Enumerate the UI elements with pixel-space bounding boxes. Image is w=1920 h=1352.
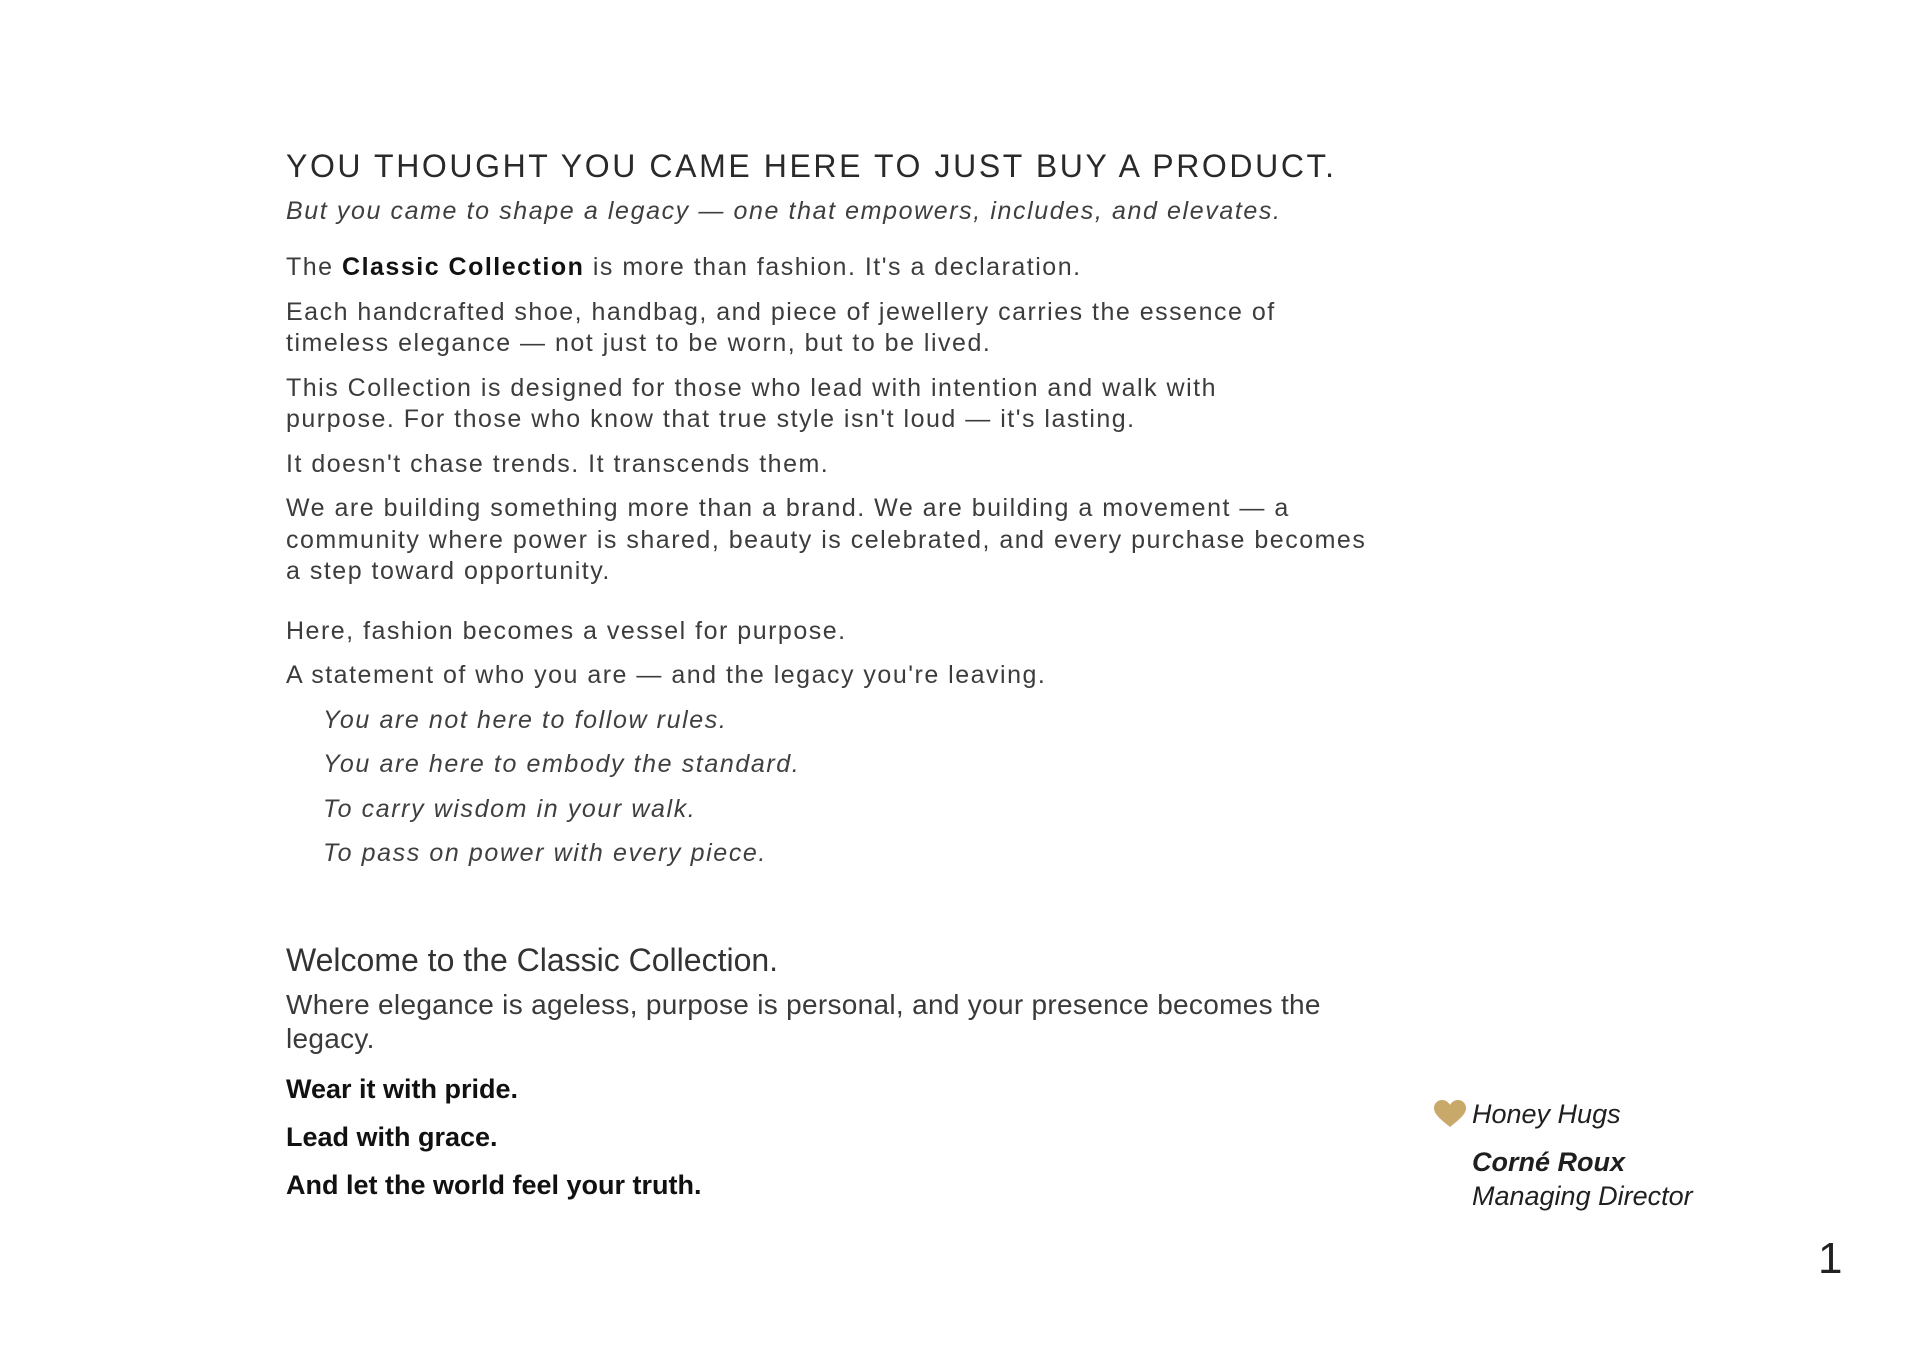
paragraph: A statement of who you are — and the legacy you're leaving. — [286, 661, 1047, 689]
closing-line: Wear it with pride. — [286, 1074, 519, 1104]
signatory-role: Managing Director — [1472, 1181, 1693, 1211]
heart-icon — [1434, 1100, 1466, 1128]
intro-bold: Classic Collection — [342, 253, 585, 281]
closing-line: And let the world feel your truth. — [286, 1170, 702, 1200]
signature-block — [1434, 1096, 1693, 1213]
intro-suffix: is more than fashion. It's a declaration. — [584, 253, 1082, 281]
welcome-text: Where elegance is ageless, purpose is personal, and your presence becomes the legacy. — [286, 989, 1321, 1054]
paragraph: It doesn't chase trends. It transcends them. — [286, 449, 830, 478]
italic-line: You are not here to follow rules. — [323, 705, 728, 734]
page-subheading: But you came to shape a legacy — one that empowers, includes, and elevates. — [286, 197, 1282, 225]
paragraph: Each handcrafted shoe, handbag, and piece of jewellery carries the essence of timeless elegance — not just to be worn, but to be lived. — [286, 297, 1276, 357]
paragraph: This Collection is designed for those who lead with intention and walk with purpose. For those who know that true style isn't loud — it's lasting. — [286, 373, 1218, 433]
italic-line: To pass on power with every piece. — [323, 839, 767, 867]
brand-name: Honey Hugs — [1472, 1098, 1621, 1129]
italic-line: To carry wisdom in your walk. — [323, 794, 697, 823]
paragraph: Here, fashion becomes a vessel for purpose. — [286, 616, 847, 645]
paragraph: We are building something more than a brand. We are building a movement — a community where power is shared, beauty is celebrated, and every purchase becomes a step toward opportunity. — [286, 494, 1367, 585]
welcome-section — [286, 940, 1406, 1202]
letter-body — [286, 146, 1406, 870]
signatory-name: Corné Roux — [1472, 1147, 1626, 1177]
italic-line: You are here to embody the standard. — [323, 750, 801, 778]
page-number: 1 — [1818, 1234, 1843, 1283]
signature-brand — [1434, 1096, 1693, 1132]
welcome-title: Welcome to the Classic Collection. — [286, 942, 779, 978]
page-heading: YOU THOUGHT YOU CAME HERE TO JUST BUY A PRODUCT. — [286, 148, 1337, 184]
closing-line: Lead with grace. — [286, 1122, 498, 1152]
intro-prefix: The — [286, 253, 343, 281]
intro-paragraph — [286, 252, 1406, 284]
